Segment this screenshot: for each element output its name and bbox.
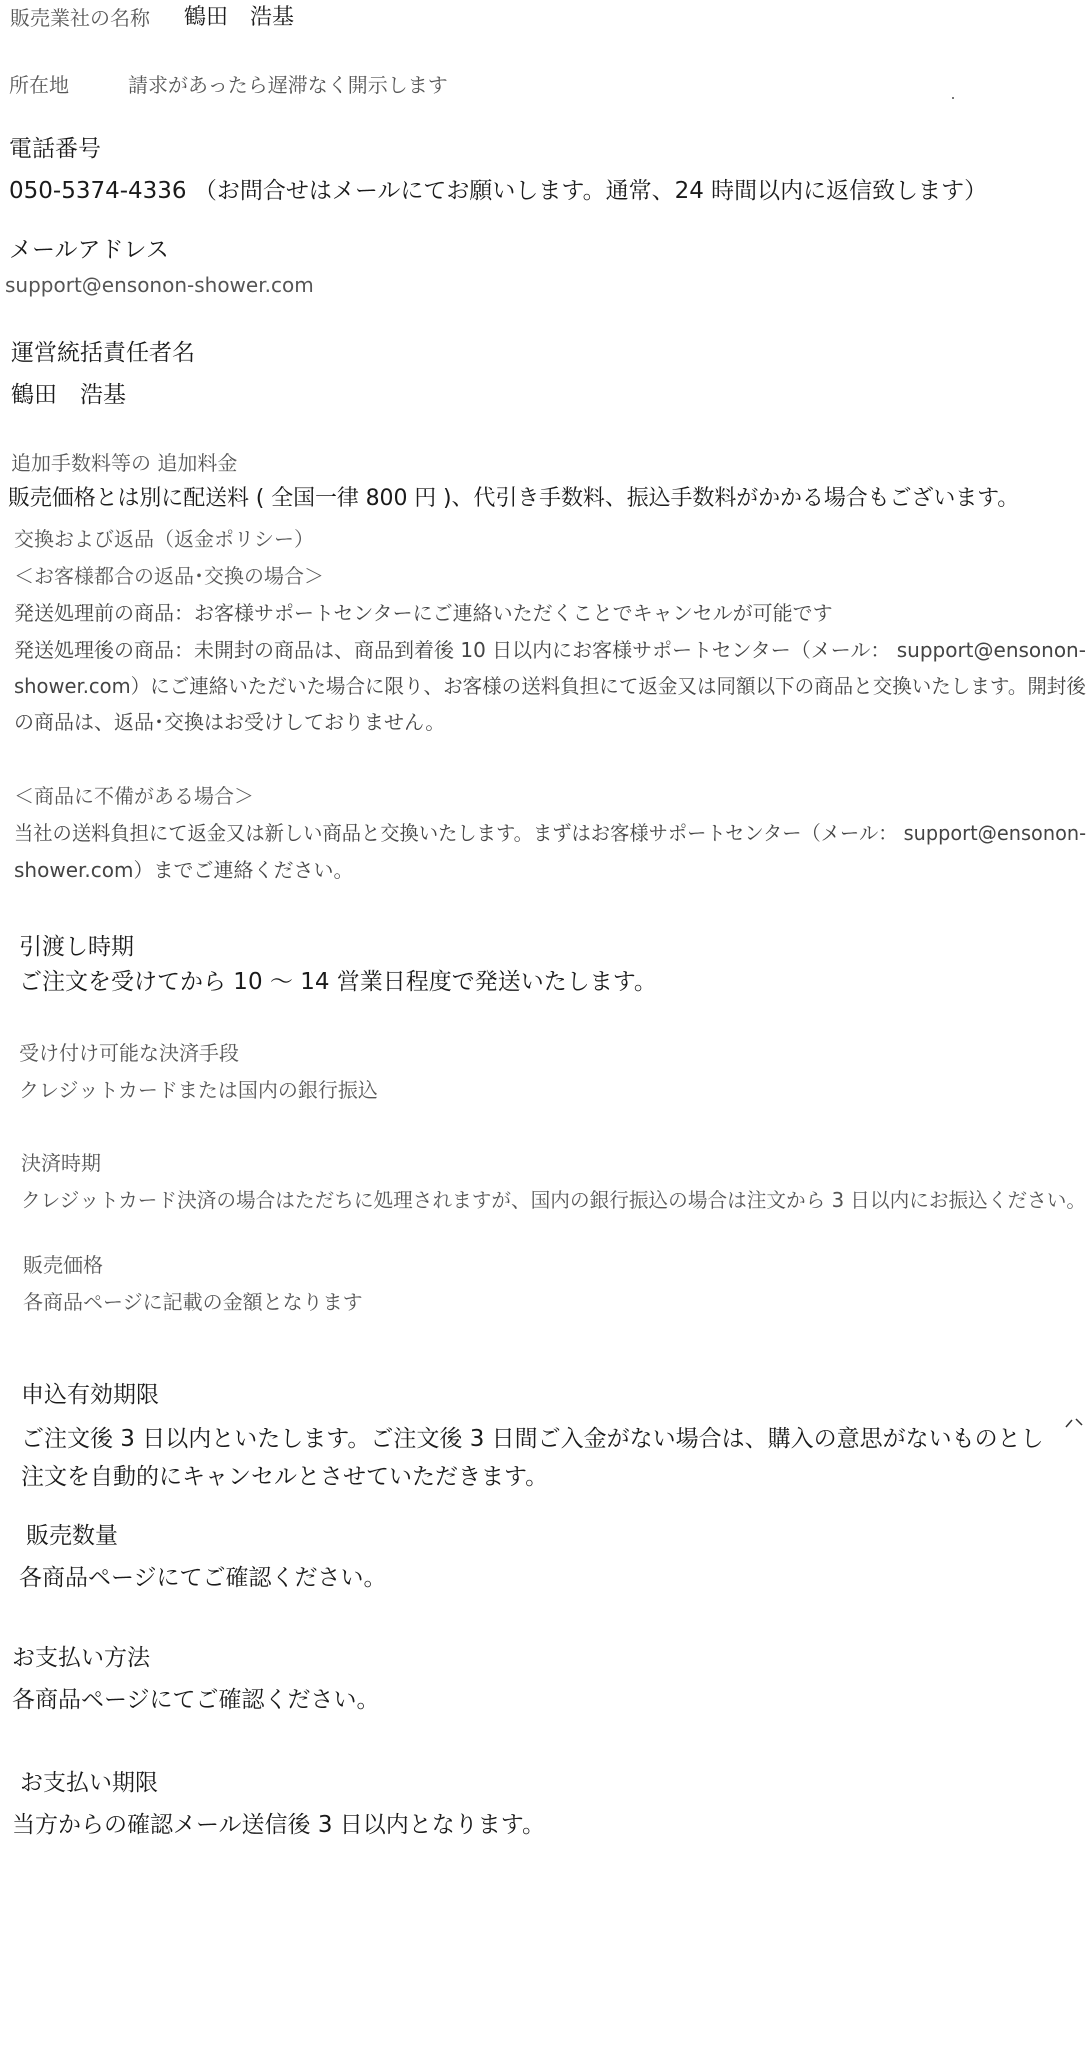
address-value: 請求があったら遅滞なく開示します	[128, 73, 448, 97]
validity-label: 申込有効期限	[21, 1382, 159, 1408]
payment-methods-label: 受け付け可能な決済手段	[19, 1041, 239, 1065]
email-value: support@ensonon-shower.com	[5, 273, 314, 297]
quantity-label: 販売数量	[26, 1523, 118, 1549]
additional-fees-value: 販売価格とは別に配送料 ( 全国一律 800 円 )、代引き手数料、振込手数料がかかる場合もございます。	[8, 486, 1020, 511]
email-label: メールアドレス	[9, 237, 169, 263]
delivery-value: ご注文を受けてから 10 ～ 14 営業日程度で発送いたします。	[19, 969, 657, 995]
returns-after-shipping-2: shower.com）にご連絡いただいた場合に限り、お客様の送料負担にて返金又は同額以下の商品と交換いたします。開封後	[14, 674, 1086, 698]
returns-defect-1: 当社の送料負担にて返金又は新しい商品と交換いたします。まずはお客様サポートセンター（メール： support@ensonon-	[14, 821, 1087, 845]
returns-before-shipping: 発送処理前の商品：お客様サポートセンターにご連絡いただくことでキャンセルが可能です	[14, 601, 833, 625]
returns-after-shipping-1: 発送処理後の商品：未開封の商品は、商品到着後 10 日以内にお客様サポートセンター（メール： support@ensonon-	[14, 638, 1086, 662]
manager-label: 運営統括責任者名	[11, 340, 195, 366]
stray-mark	[1064, 1417, 1084, 1429]
seller-label: 販売業社の名称	[10, 6, 150, 30]
returns-label: 交換および返品（返金ポリシー）	[14, 527, 314, 551]
additional-fees-label: 追加手数料等の 追加料金	[11, 451, 238, 475]
address-label: 所在地	[9, 73, 69, 97]
manager-value: 鶴田 浩基	[11, 382, 126, 408]
payment-timing-value: クレジットカード決済の場合はただちに処理されますが、国内の銀行振込の場合は注文から 3 日以内にお振込ください。	[21, 1188, 1087, 1212]
payment-method-value: 各商品ページにてご確認ください。	[12, 1687, 380, 1713]
validity-value-2: 注文を自動的にキャンセルとさせていただきます。	[21, 1464, 549, 1490]
phone-label: 電話番号	[9, 136, 101, 162]
quantity-value: 各商品ページにてご確認ください。	[19, 1565, 387, 1591]
payment-timing-label: 決済時期	[21, 1151, 101, 1175]
returns-customer-heading: ＜お客様都合の返品･交換の場合＞	[14, 564, 324, 588]
phone-value: 050-5374-4336 （お問合せはメールにてお願いします。通常、24 時間以内に返信致します）	[9, 178, 988, 204]
payment-deadline-label: お支払い期限	[20, 1770, 158, 1796]
seller-value: 鶴田 浩基	[184, 5, 295, 30]
returns-defect-2: shower.com）までご連絡ください。	[14, 858, 354, 882]
delivery-label: 引渡し時期	[19, 934, 134, 960]
validity-value-1: ご注文後 3 日以内といたします。ご注文後 3 日間ご入金がない場合は、購入の意思がないものとし	[21, 1426, 1044, 1452]
returns-defect-heading: ＜商品に不備がある場合＞	[14, 784, 254, 808]
price-label: 販売価格	[23, 1253, 103, 1277]
payment-deadline-value: 当方からの確認メール送信後 3 日以内となります。	[12, 1812, 545, 1838]
payment-method-label: お支払い方法	[12, 1645, 150, 1671]
payment-methods-value: クレジットカードまたは国内の銀行振込	[19, 1078, 378, 1102]
stray-dot	[952, 97, 954, 99]
price-value: 各商品ページに記載の金額となります	[23, 1290, 363, 1314]
returns-after-shipping-3: の商品は、返品･交換はお受けしておりません。	[14, 710, 446, 734]
